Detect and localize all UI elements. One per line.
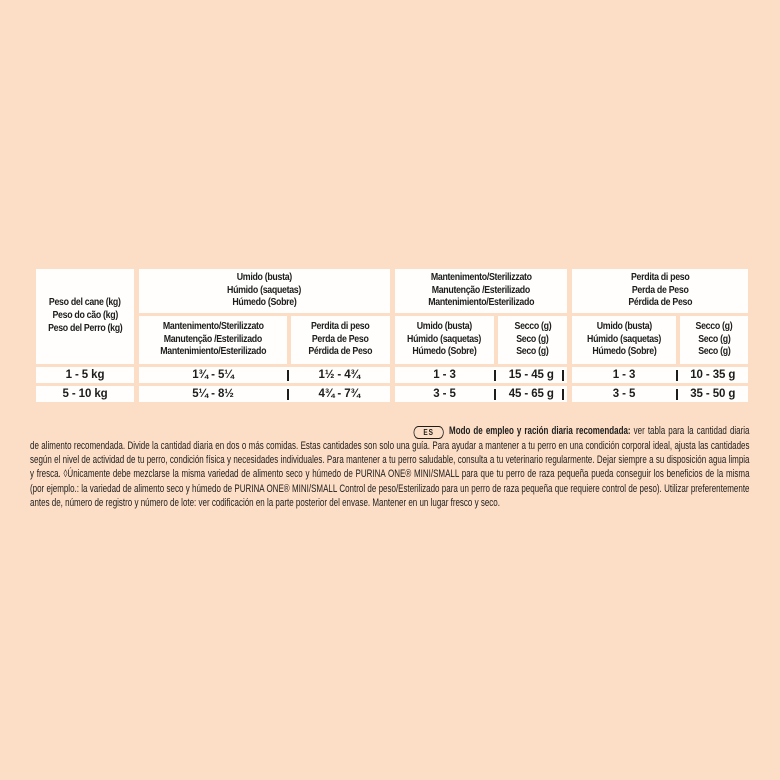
- maint-wet-it: Umido (busta): [416, 320, 473, 332]
- maintenance-group-header: [395, 269, 567, 313]
- maintenance-column-group: [395, 269, 567, 364]
- loss-wet-it: Umido (busta): [596, 320, 652, 332]
- weight-loss-dry-value: 10 - 35 g: [690, 369, 736, 381]
- weight-loss-group-header: [572, 269, 748, 313]
- wet-maintenance-value: 1¾ - 5¼: [192, 369, 234, 381]
- es-instructions-paragraph: [30, 424, 750, 511]
- wet-weight-loss-subheader: [291, 316, 390, 364]
- maint-header-pt: Manutenção /Esterilizado: [431, 284, 531, 296]
- maintenance-values-cell: [395, 367, 567, 383]
- maintenance-dry-value: 15 - 45 g: [508, 369, 554, 381]
- maint-header-it: Mantenimento/Sterilizzato: [430, 271, 532, 283]
- maint-wet-pt: Húmido (saquetas): [407, 333, 482, 345]
- dog-weight-label-it: Peso del cane (kg): [49, 297, 121, 309]
- dog-weight-label-es: Peso del Perro (kg): [47, 322, 123, 334]
- feeding-table-header: [36, 269, 748, 364]
- wet-weight-loss-value: 4¾ - 7¾: [318, 388, 361, 400]
- maint-dry-pt: Seco (g): [516, 333, 549, 345]
- loss-dry-pt: Seco (g): [697, 333, 731, 345]
- weight-loss-column-group: [572, 269, 748, 364]
- maint-dry-it: Secco (g): [514, 320, 551, 332]
- loss-header-it: Perdita di peso: [630, 271, 690, 283]
- wet-maintenance-value: 5¼ - 8½: [192, 388, 234, 400]
- wet-values-cell: [139, 386, 390, 402]
- maintenance-subheaders: [395, 316, 567, 364]
- maint-header-es: Mantenimiento/Esterilizado: [428, 297, 534, 309]
- feeding-table: [36, 269, 748, 402]
- maintenance-values-cell: [395, 386, 567, 402]
- maintenance-wet-value: 3 - 5: [433, 388, 456, 400]
- es-instructions-heading: Modo de empleo y ración diaria recomendada:: [449, 424, 631, 437]
- weight-loss-subheaders: [572, 316, 748, 364]
- weight-loss-values-cell: [572, 386, 748, 402]
- maintenance-dry-value: 45 - 65 g: [508, 388, 554, 400]
- column-divider-bar: [562, 370, 564, 381]
- weight-loss-values-cell: [572, 367, 748, 383]
- es-language-badge: ES: [414, 426, 444, 439]
- maintenance-dry-subheader: [498, 316, 567, 364]
- loss-wet-es: Húmedo (Sobre): [591, 346, 657, 358]
- table-row: [36, 386, 748, 402]
- wet-weight-loss-value: 1½ - 4¾: [318, 369, 361, 381]
- weight-loss-dry-value: 35 - 50 g: [690, 388, 736, 400]
- maintenance-wet-subheader: [395, 316, 494, 364]
- maintenance-wet-value: 1 - 3: [433, 369, 456, 381]
- weight-range-cell: 1 - 5 kg: [36, 367, 134, 383]
- wet-loss-es: Pérdida de Peso: [308, 346, 373, 358]
- loss-dry-es: Seco (g): [697, 346, 731, 358]
- wet-header-es: Húmedo (Sobre): [232, 297, 297, 309]
- weight-range-cell: 5 - 10 kg: [36, 386, 134, 402]
- table-row: [36, 367, 748, 383]
- wet-header-it: Umido (busta): [236, 271, 293, 283]
- wet-header-pt: Húmido (saquetas): [227, 284, 302, 296]
- column-divider-bar: [562, 389, 564, 400]
- weight-loss-wet-subheader: [572, 316, 676, 364]
- loss-header-es: Pérdida de Peso: [628, 297, 692, 309]
- weight-loss-dry-subheader: [680, 316, 748, 364]
- wet-food-column-group: [139, 269, 390, 364]
- maint-wet-es: Húmedo (Sobre): [412, 346, 477, 358]
- wet-maint-es: Mantenimiento/Esterilizado: [160, 346, 266, 358]
- wet-values-cell: [139, 367, 390, 383]
- weight-loss-wet-value: 3 - 5: [612, 388, 636, 400]
- loss-dry-it: Secco (g): [695, 320, 733, 332]
- wet-food-subheaders: [139, 316, 390, 364]
- dog-weight-label-pt: Peso do cão (kg): [52, 310, 118, 322]
- maint-dry-es: Seco (g): [516, 346, 549, 358]
- wet-food-group-header: [139, 269, 390, 313]
- wet-maint-pt: Manutenção /Esterilizado: [163, 333, 263, 345]
- es-instructions-body: ver tabla para la cantidad diaria de alimento recomendada. Divide la cantidad diaria en dos o más comidas. Estas cantidades son solo una guía. Para ayudar a mantener a tu perro en una condición corporal ideal, ajusta las cantidades según el nivel de actividad de tu perro, condición física y necesidades individuales. Para mantener a tu perro saludable, consulta a tu veterinario regularmente. Dejar siempre a su disposición agua limpia y fresca. ◊Únicamente debe mezclarse la misma variedad de alimento seco y húmedo de PURINA ONE® MINI/SMALL para que tu perro de raza pequeña pueda conseguir los beneficios de la misma (por ejemplo.: la variedad de alimento seco y húmedo de PURINA ONE® MINI/SMALL Control de peso/Esterilizado para un perro de raza pequeña que requiere control de peso). Utilizar preferentemente antes de, número de registro y número de lote: ver codificación en la parte posterior del envase. Mantener en un lugar fresco y seco.: [30, 424, 750, 509]
- wet-loss-pt: Perda de Peso: [312, 333, 369, 345]
- wet-maint-it: Mantenimento/Sterilizzato: [162, 320, 264, 332]
- weight-loss-wet-value: 1 - 3: [612, 369, 636, 381]
- wet-maintenance-subheader: [139, 316, 287, 364]
- wet-loss-it: Perdita di peso: [311, 320, 370, 332]
- loss-wet-pt: Húmido (saquetas): [587, 333, 661, 345]
- dog-weight-header-cell: [36, 269, 134, 364]
- loss-header-pt: Perda de Peso: [631, 284, 689, 296]
